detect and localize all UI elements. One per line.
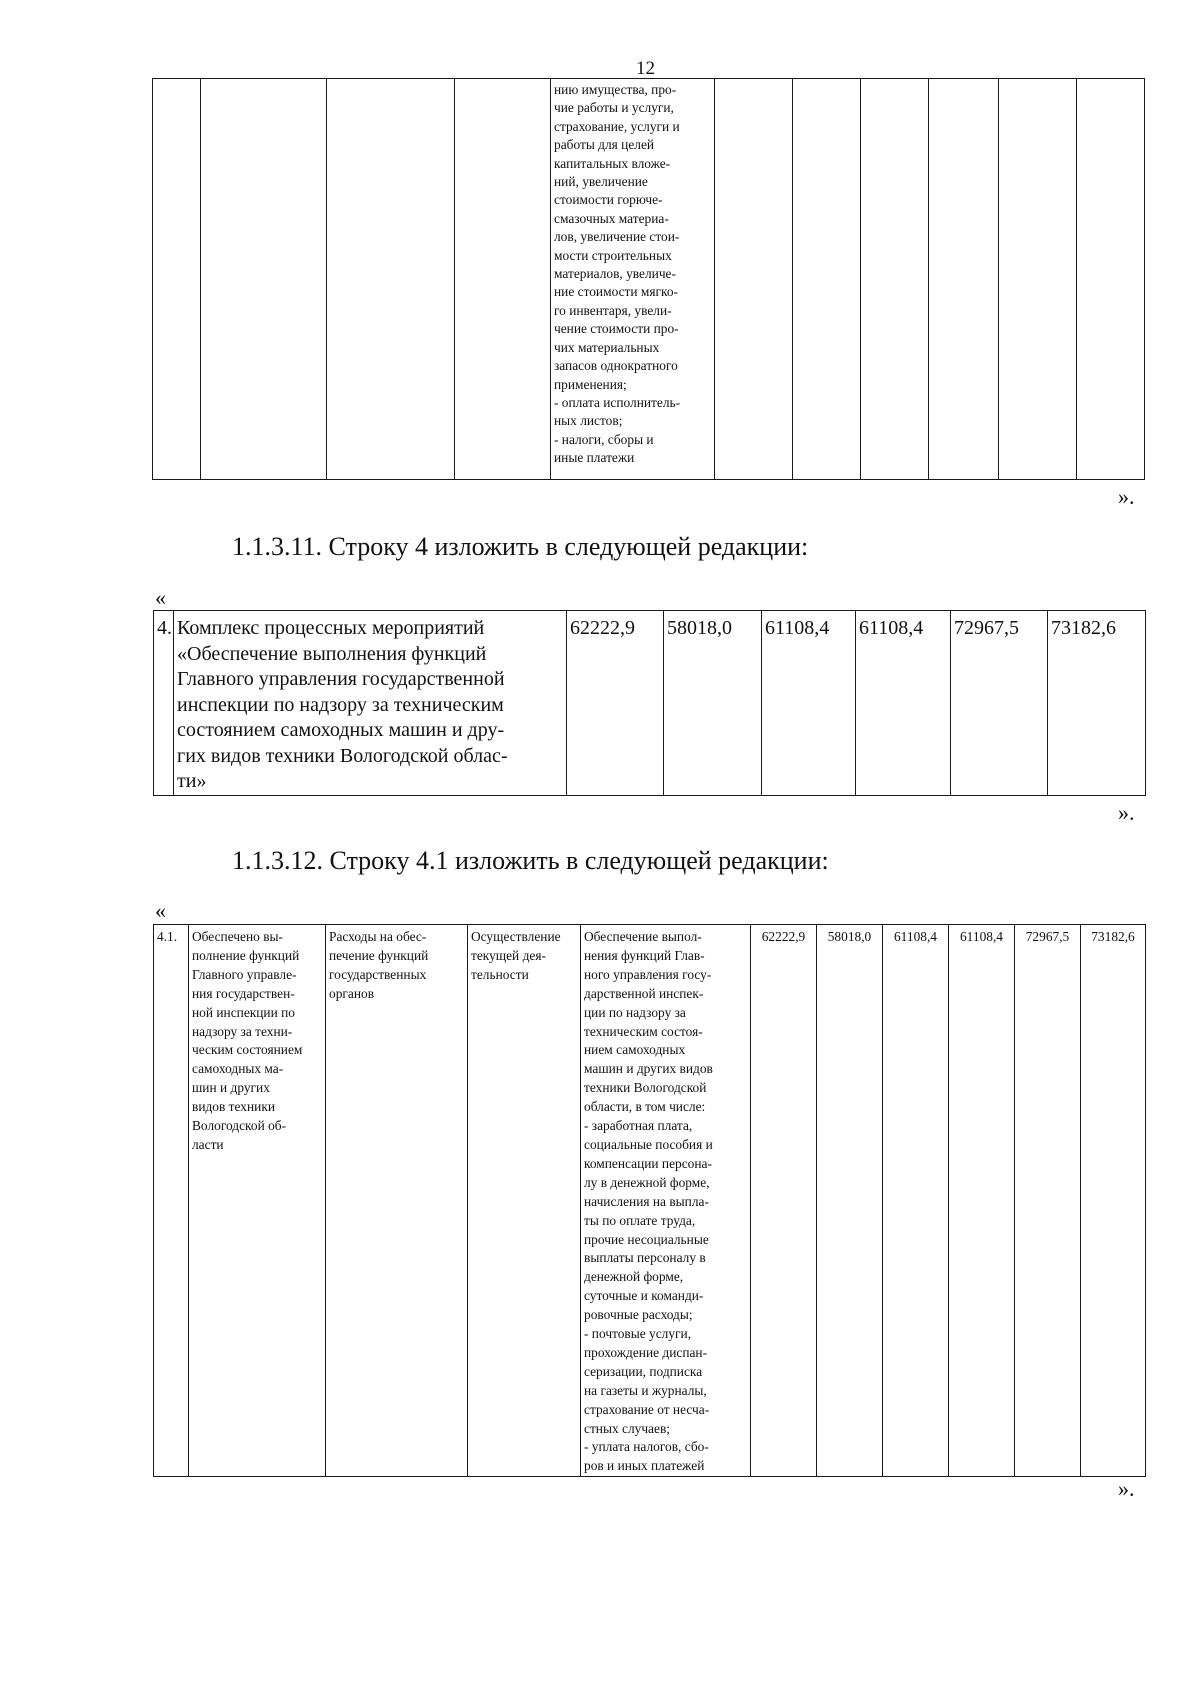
table-row (154, 611, 1146, 796)
value-cell: 72967,5 (1015, 925, 1081, 1477)
closing-quote: ». (1118, 484, 1135, 509)
table-cell (1077, 79, 1145, 480)
table-row (154, 925, 1146, 1477)
value-cell: 62222,9 (567, 611, 664, 796)
continuation-table (152, 78, 1145, 480)
row-number: 4. (154, 611, 174, 796)
table-cell (201, 79, 327, 480)
value-cell: 61108,4 (856, 611, 951, 796)
row-4-1-table (153, 924, 1146, 1477)
section-heading: 1.1.3.11. Строку 4 изложить в следующей редакции: (232, 532, 809, 561)
page-number: 12 (636, 58, 655, 79)
value-cell: 72967,5 (951, 611, 1048, 796)
value-cell: 73182,6 (1081, 925, 1146, 1477)
expense-details-cell: Обеспечение выпол- нения функций Глав- ного управления госу- дарственной инспек- ции по надзору за техническим состоя- нием самоходных машин и других видов техники Вологодской области, в том числе: - заработная плата, социальные пособия и компенсации персона- лу в денежной форме, начисления на выпла- ты по оплате труда, прочие несоциальные выплаты персоналу в денежной форме, суточные и команди- ровочные расходы; - почтовые услуги, прохождение диспан- серизации, подписка на газеты и журналы, страхование от несча- стных случаев; - уплата налогов, сбо- ров и иных платежей (581, 925, 751, 1477)
row-4-table (153, 610, 1146, 796)
result-cell: Обеспечено вы- полнение функций Главного управле- ния государствен- ной инспекции по надзору за техни- ческим состоянием самоходных ма- шин и других видов техники Вологодской об- ласти (189, 925, 326, 1477)
table-cell (327, 79, 455, 480)
value-cell: 58018,0 (817, 925, 883, 1477)
table-cell (861, 79, 929, 480)
activity-type-cell: Осуществление текущей дея- тельности (468, 925, 581, 1477)
table-row (153, 79, 1145, 480)
closing-quote: ». (1118, 800, 1135, 825)
table-cell (715, 79, 793, 480)
row-description: Комплекс процессных мероприятий «Обеспечение выполнения функций Главного управления государственной инспекции по надзору за техническим состоянием самоходных машин и дру- гих видов техники Вологодской облас- ти» (174, 611, 567, 796)
value-cell: 61108,4 (949, 925, 1015, 1477)
opening-quote: « (155, 585, 166, 610)
value-cell: 62222,9 (751, 925, 817, 1477)
closing-quote: ». (1118, 1476, 1135, 1501)
value-cell: 61108,4 (762, 611, 856, 796)
section-heading: 1.1.3.12. Строку 4.1 изложить в следующей редакции: (232, 846, 829, 875)
table-cell (793, 79, 861, 480)
table-cell (999, 79, 1077, 480)
expense-type-cell: Расходы на обес- печение функций государственных органов (326, 925, 468, 1477)
expense-details-cell: нию имущества, про- чие работы и услуги, страхование, услуги и работы для целей капитальных вложе- ний, увеличение стоимости горюче- смазочных материа- лов, увеличение стои- мости строительных материалов, увеличе- ние стоимости мягко- го инвентаря, увели- чение стоимости про- чих материальных запасов однократного применения; - оплата исполнитель- ных листов; - налоги, сборы и иные платежи (551, 79, 715, 480)
table-cell (929, 79, 999, 480)
opening-quote: « (155, 898, 166, 923)
value-cell: 73182,6 (1048, 611, 1146, 796)
table-cell (153, 79, 201, 480)
value-cell: 58018,0 (664, 611, 762, 796)
row-number: 4.1. (154, 925, 189, 1477)
table-cell (455, 79, 551, 480)
value-cell: 61108,4 (883, 925, 949, 1477)
